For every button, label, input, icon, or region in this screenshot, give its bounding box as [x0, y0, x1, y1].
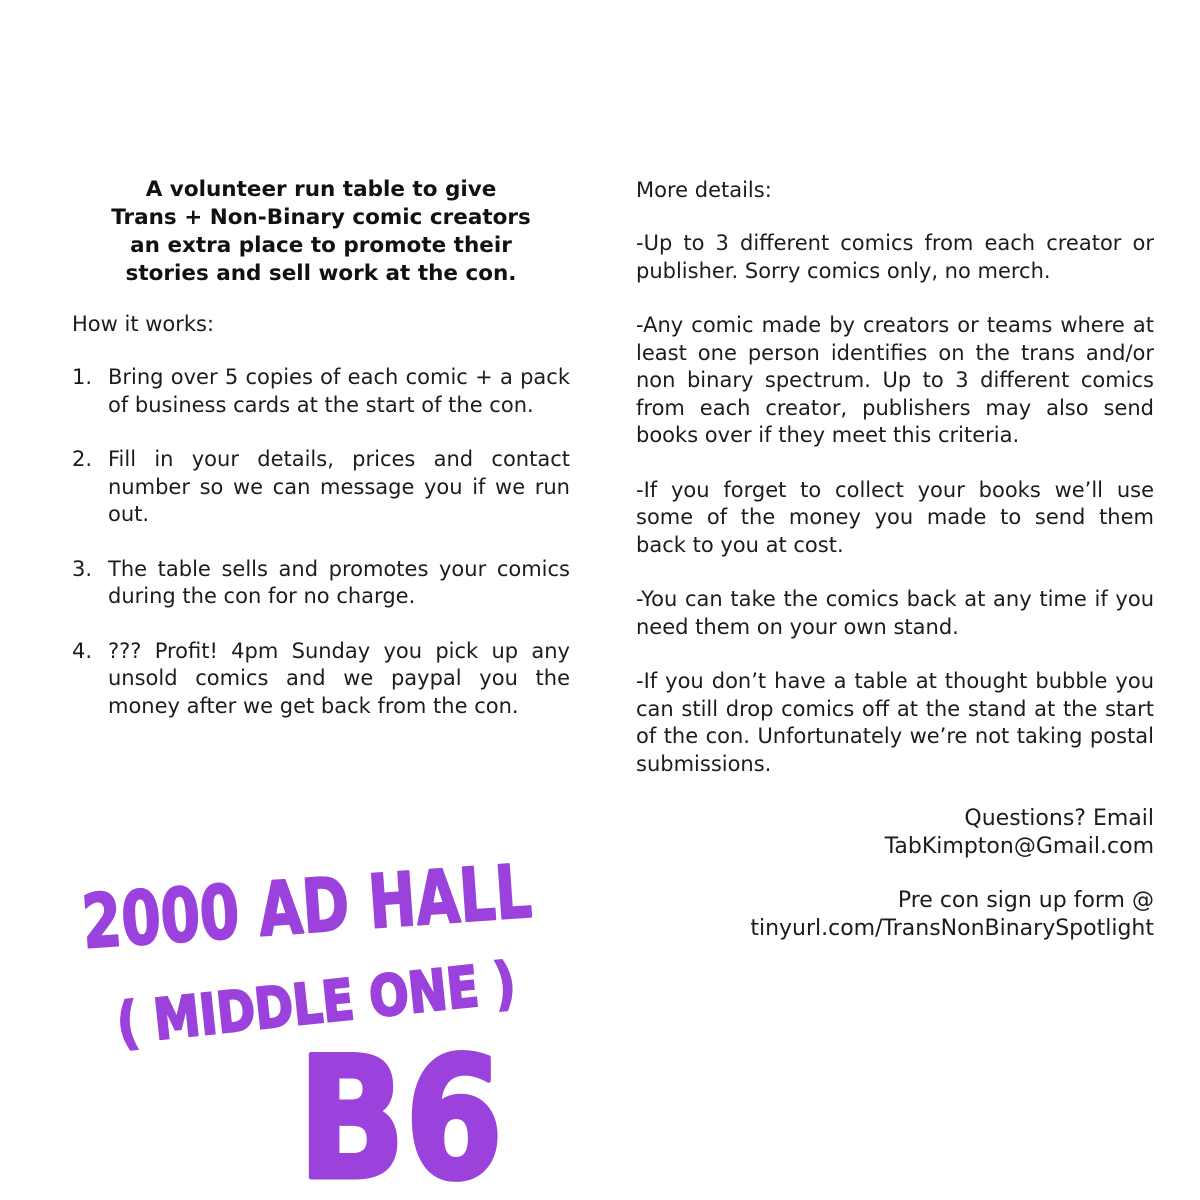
intro-line: an extra place to promote their: [130, 233, 512, 258]
detail-item: -If you forget to collect your books we’ll use some of the money you made to send them back to you at cost.: [636, 477, 1154, 557]
step-number: 3.: [72, 556, 93, 581]
intro-statement: [72, 176, 570, 288]
steps-list: [72, 364, 570, 720]
step-text: The table sells and promotes your comics during the con for no charge.: [108, 556, 570, 608]
step-item: [72, 364, 570, 419]
table-number-text: B6: [298, 1021, 503, 1200]
step-item: [72, 638, 570, 721]
step-item: [72, 446, 570, 529]
form-url: tinyurl.com/TransNonBinarySpotlight: [750, 916, 1154, 941]
detail-item: -Any comic made by creators or teams where at least one person identifies on the trans and/or non binary spectrum. Up to 3 different comics from each creator, publishers may also send books over if they meet this criteria.: [636, 313, 1154, 447]
step-number: 4.: [72, 638, 93, 663]
intro-line: A volunteer run table to give: [145, 177, 497, 202]
hand-lettering-graphic: [60, 822, 674, 1200]
step-text: ??? Profit! 4pm Sunday you pick up any unsold comics and we paypal you the money after we get back from the con.: [108, 638, 570, 718]
detail-item: -You can take the comics back at any time if you need them on your own stand.: [636, 587, 1154, 639]
step-item: [72, 556, 570, 611]
intro-line: stories and sell work at the con.: [125, 261, 517, 286]
email-contact: [636, 805, 1154, 861]
right-column: [636, 176, 1154, 969]
form-prompt: Pre con sign up form @: [897, 888, 1154, 913]
left-column: [72, 176, 570, 747]
step-text: Bring over 5 copies of each comic + a pack of business cards at the start of the con.: [108, 365, 570, 417]
detail-item: -If you don’t have a table at thought bubble you can still drop comics off at the stand at the start of the con. Unfortunately we’re not taking postal submissions.: [636, 669, 1154, 776]
more-details-heading: More details:: [636, 178, 772, 202]
detail-item: -Up to 3 different comics from each creator or publisher. Sorry comics only, no merch.: [636, 231, 1154, 283]
signup-form-contact: [636, 887, 1154, 943]
step-number: 2.: [72, 447, 93, 471]
intro-line: Trans + Non-Binary comic creators: [111, 205, 531, 230]
email-prompt: Questions? Email: [964, 806, 1154, 831]
email-address: TabKimpton@Gmail.com: [884, 834, 1154, 859]
step-text: Fill in your details, prices and contact number so we can message you if we run out.: [108, 447, 570, 526]
step-number: 1.: [72, 365, 93, 389]
how-it-works-heading: How it works:: [72, 312, 215, 336]
hall-name-text: 2000 AD HALL: [79, 838, 674, 966]
hall-location-lettering: [60, 822, 674, 1200]
hall-note-text: ( MIDDLE ONE ): [113, 941, 604, 1058]
